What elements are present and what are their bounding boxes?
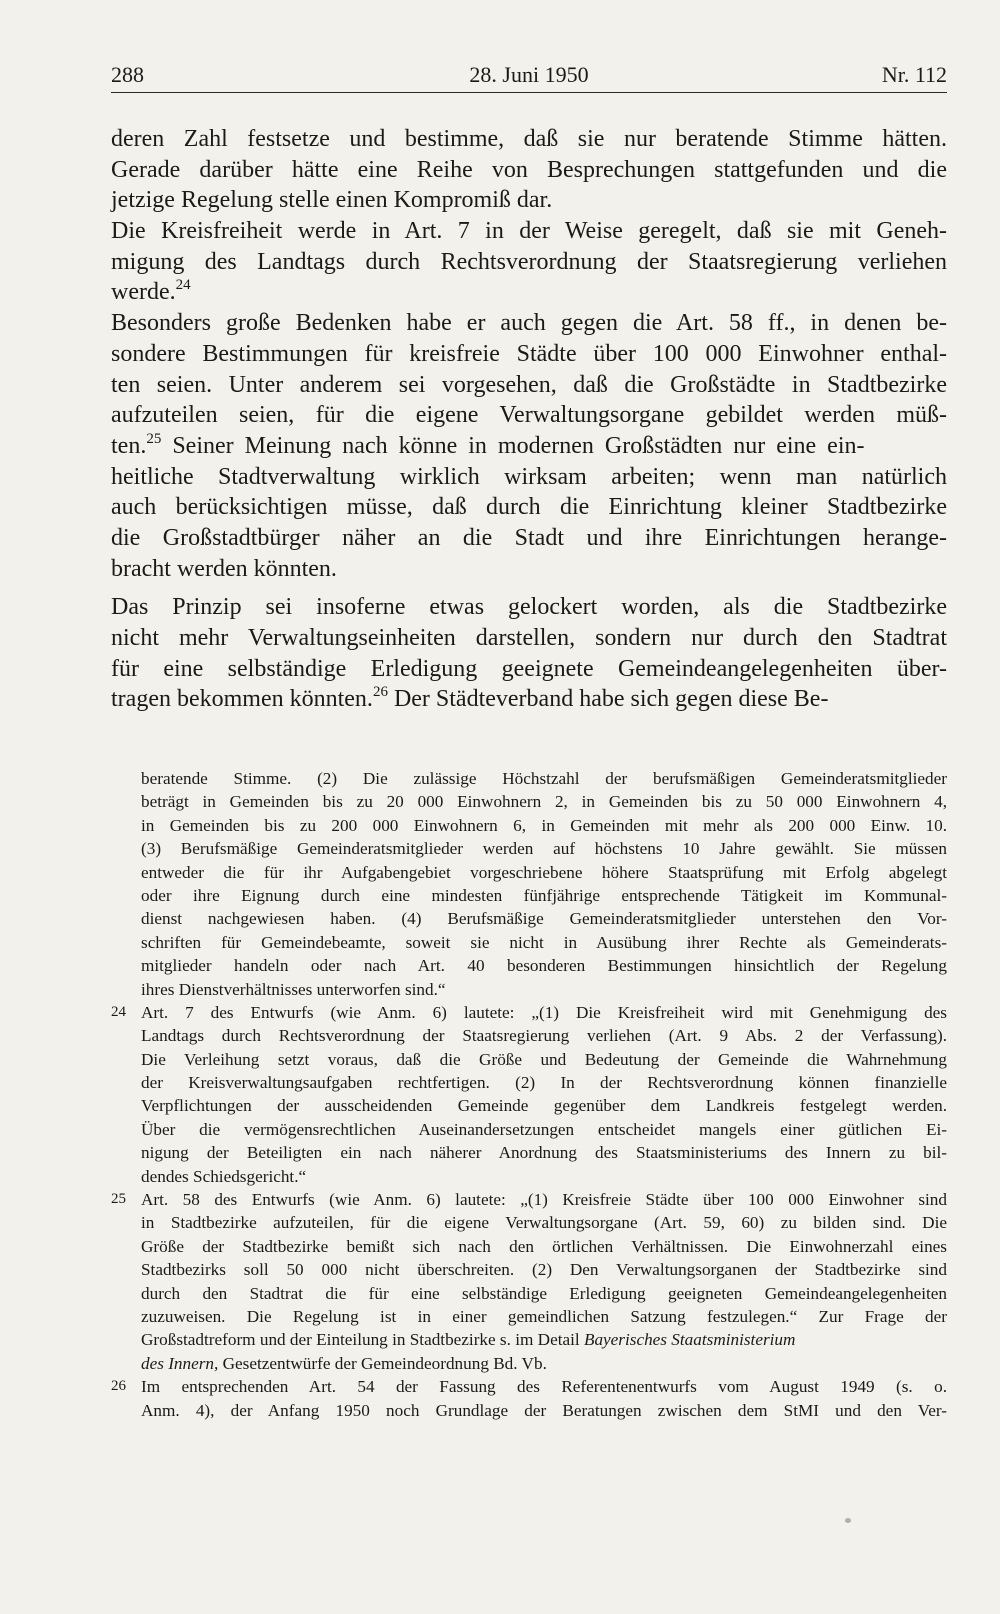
- text-line: Gerade darüber hätte eine Reihe von Besprechungen stattgefunden und die: [111, 156, 947, 183]
- text-line: aufzuteilen seien, für die eigene Verwaltungsorgane gebildet werden müß-: [111, 402, 947, 429]
- footnote-line: in Gemeinden bis zu 200 000 Einwohnern 6, in Gemeinden mit mehr als 200 000 Einw. 10.: [141, 815, 947, 835]
- footnote-line: (3) Berufsmäßige Gemeinderatsmitglieder werden auf höchstens 10 Jahre gewählt. Sie müssen: [141, 839, 947, 859]
- footnote-26: [111, 1375, 947, 1422]
- footnote-line: der Kreisverwaltungsaufgaben rechtfertigen. (2) In der Rechtsverordnung können finanzielle: [141, 1073, 947, 1093]
- text-line: bracht werden könnten.: [111, 555, 337, 582]
- footnote-line: Über die vermögensrechtlichen Auseinandersetzungen entscheidet mangels einer gütlichen Ei-: [141, 1119, 947, 1139]
- cited-author: des Innern,: [141, 1353, 219, 1373]
- text-line: migung des Landtags durch Rechtsverordnung der Staatsregierung verliehen: [111, 248, 947, 275]
- footnote-number: 24: [111, 1003, 126, 1020]
- running-header: [111, 58, 947, 93]
- footnote-line: Art. 58 des Entwurfs (wie Anm. 6) lautete: „(1) Kreisfreie Städte über 100 000 Einwohner sind: [141, 1190, 947, 1210]
- footnote-ref: 25: [146, 430, 162, 447]
- footnote-number: 25: [111, 1191, 126, 1208]
- footnote-line: des Innern, Gesetzentwürfe der Gemeindeordnung Bd. Vb.: [141, 1353, 547, 1373]
- footnote-line: nigung der Beteiligten ein nach näherer Anordnung des Staatsministeriums des Innern zu bil-: [141, 1143, 947, 1163]
- footnote-24: [111, 1001, 947, 1188]
- issue-number: Nr. 112: [881, 62, 947, 87]
- footnote-25: [111, 1188, 947, 1375]
- text-line: sondere Bestimmungen für kreisfreie Städte über 100 000 Einwohner enthal-: [111, 340, 947, 367]
- footnote-ref: 24: [175, 277, 191, 294]
- header-date: 28. Juni 1950: [469, 62, 589, 87]
- footnote-number: 26: [111, 1378, 126, 1395]
- footnote-line: Größe der Stadtbezirke bemißt sich nach den örtlichen Verhältnissen. Die Einwohnerzahl eines: [141, 1236, 947, 1256]
- text-line: die Großstadtbürger näher an die Stadt und ihre Einrichtungen herange-: [111, 524, 947, 551]
- footnote-line: Anm. 4), der Anfang 1950 noch Grundlage der Beratungen zwischen dem StMI und den Ver-: [141, 1400, 947, 1420]
- text-line: ten seien. Unter anderem sei vorgesehen, daß die Großstädte in Stadtbezirke: [111, 371, 947, 398]
- footnote-line: schriften für Gemeindebeamte, soweit sie nicht in Ausübung ihrer Rechte als Gemeinderats-: [141, 932, 947, 952]
- footnote-line: in Stadtbezirke aufzuteilen, für die eigene Verwaltungsorgane (Art. 59, 60) zu bilden sind. Die: [141, 1213, 947, 1233]
- footnote-line: Großstadtreform und der Einteilung in Stadtbezirke s. im Detail Bayerisches Staatsministerium: [141, 1330, 796, 1350]
- text-line: werde.$^{24}$: [111, 277, 191, 306]
- footnote-line: Verpflichtungen der ausscheidenden Gemeinde gegenüber dem Landkreis festgelegt werden.: [141, 1096, 947, 1116]
- text-line: jetzige Regelung stelle einen Kompromiß dar.: [111, 187, 553, 214]
- footnote-line: oder ihre Eignung durch eine mindesten fünfjährige entsprechende Tätigkeit im Kommunal-: [141, 885, 947, 905]
- footnote-line: mitglieder handeln oder nach Art. 40 besonderen Bestimmungen hinsichtlich der Regelung: [141, 956, 947, 976]
- page-number: 288: [111, 62, 144, 87]
- text-line: Das Prinzip sei insoferne etwas gelockert worden, als die Stadtbezirke: [111, 594, 947, 621]
- footnote-line: Die Verleihung setzt voraus, daß die Größe und Bedeutung der Gemeinde die Wahrnehmung: [141, 1049, 947, 1069]
- text-line: auch berücksichtigen müsse, daß durch die Einrichtung kleiner Stadtbezirke: [111, 494, 947, 521]
- footnote-line: ihres Dienstverhältnisses unterworfen sind.“: [141, 979, 446, 999]
- footnote-line: entweder die für ihr Aufgabengebiet vorgeschriebene höhere Staatsprüfung mit Erfolg abgelegt: [141, 862, 947, 882]
- print-speck: [845, 1518, 851, 1523]
- text-line: Besonders große Bedenken habe er auch gegen die Art. 58 ff., in denen be-: [111, 310, 947, 337]
- footnote-line: durch den Stadtrat die für eine selbständige Erledigung geeigneten Gemeindeangelegenheiten: [141, 1283, 947, 1303]
- footnote-line: zuzuweisen. Die Regelung ist in einer gemeindlichen Satzung festzulegen.“ Zur Frage der: [141, 1306, 947, 1326]
- text-line: Die Kreisfreiheit werde in Art. 7 in der Weise geregelt, daß sie mit Geneh-: [111, 218, 947, 245]
- text-line: nicht mehr Verwaltungseinheiten darstellen, sondern nur durch den Stadtrat: [111, 625, 947, 651]
- text-line: für eine selbständige Erledigung geeignete Gemeindeangelegenheiten über-: [111, 655, 947, 682]
- text-line: tragen bekommen könnten.$^{26}$ Der Städteverband habe sich gegen diese Be-: [111, 684, 829, 713]
- main-text: [111, 124, 947, 715]
- footnote-ref: 26: [372, 684, 388, 701]
- footnote-line: Landtags durch Rechtsverordnung der Staatsregierung verliehen (Art. 9 Abs. 2 der Verfassung).: [141, 1026, 947, 1046]
- footnote-line: beträgt in Gemeinden bis zu 20 000 Einwohnern 2, in Gemeinden bis zu 50 000 Einwohnern 4,: [141, 792, 947, 812]
- cited-author: Bayerisches Staatsministerium: [583, 1330, 796, 1350]
- text-line: heitliche Stadtverwaltung wirklich wirksam arbeiten; wenn man natürlich: [111, 463, 947, 490]
- footnote-line: beratende Stimme. (2) Die zulässige Höchstzahl der berufsmäßigen Gemeinderatsmitglieder: [141, 769, 947, 788]
- footnote-line: dendes Schiedsgericht.“: [141, 1166, 307, 1186]
- text-line: deren Zahl festsetze und bestimme, daß sie nur beratende Stimme hätten.: [111, 126, 947, 152]
- text-line: ten.$^{25}$ Seiner Meinung nach könne in modernen Großstädten nur eine ein-: [111, 430, 865, 459]
- footnote-line: dienst nachgewiesen haben. (4) Berufsmäßige Gemeinderatsmitglieder unterstehen den Vor-: [141, 909, 947, 929]
- footnote-line: Im entsprechenden Art. 54 der Fassung des Referentenentwurfs vom August 1949 (s. o.: [141, 1377, 947, 1397]
- footnote-line: Art. 7 des Entwurfs (wie Anm. 6) lautete: „(1) Die Kreisfreiheit wird mit Genehmigung des: [141, 1002, 947, 1022]
- footnotes: [111, 767, 947, 1422]
- footnote-line: Stadtbezirks soll 50 000 nicht überschreiten. (2) Den Verwaltungsorganen der Stadtbezirke sind: [141, 1260, 947, 1280]
- footnote-continuation: [111, 767, 947, 1001]
